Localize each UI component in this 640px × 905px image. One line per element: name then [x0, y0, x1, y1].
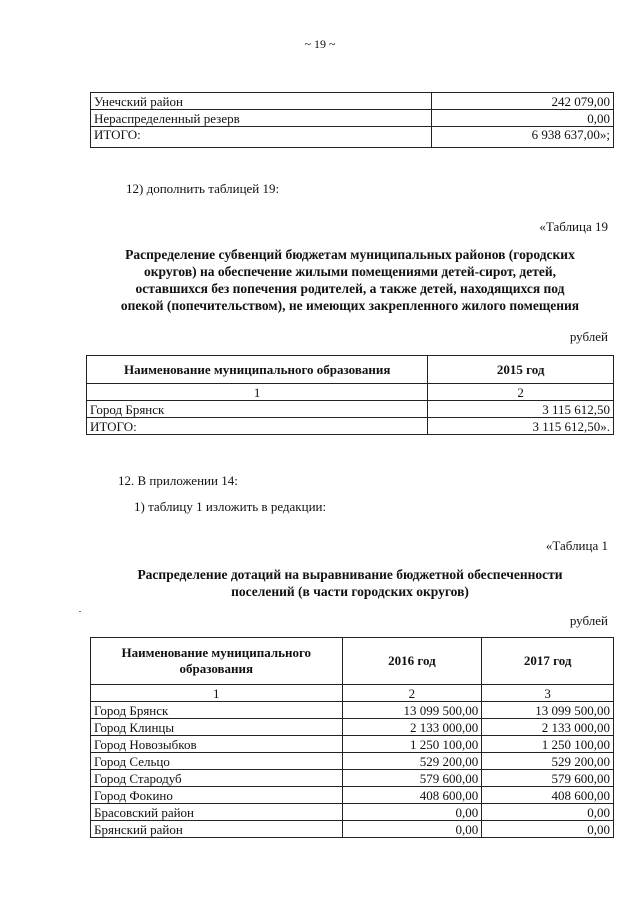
row-value-2016: 408 600,00 [342, 787, 482, 804]
row-name: ИТОГО: [87, 418, 428, 435]
row-name: Город Сельцо [91, 753, 343, 770]
table-header-row [91, 638, 614, 685]
row-value-2017: 0,00 [482, 804, 614, 821]
table-row [91, 110, 614, 127]
table19-unit: рублей [569, 329, 608, 344]
header-year-2016: 2016 год [342, 638, 482, 685]
table-continuation [90, 92, 614, 148]
row-value-2017: 2 133 000,00 [482, 719, 614, 736]
table-row [91, 753, 614, 770]
item-12-1-text: 1) таблицу 1 изложить в редакции: [134, 499, 327, 514]
row-value-2016: 1 250 100,00 [342, 736, 482, 753]
row-value: 242 079,00 [432, 93, 614, 110]
row-value-2016: 529 200,00 [342, 753, 482, 770]
row-value: 3 115 612,50 [428, 401, 614, 418]
scan-mark [79, 611, 81, 612]
row-value-2016: 0,00 [342, 804, 482, 821]
title-line: поселений (в части городских округов) [231, 584, 469, 599]
title-line: оставшихся без попечения родителей, а также детей, находящихся под [135, 281, 565, 296]
table-row [91, 702, 614, 719]
table-row [87, 401, 614, 418]
index-2: 2 [428, 384, 614, 401]
row-value: 3 115 612,50». [428, 418, 614, 435]
row-value-2016: 0,00 [342, 821, 482, 838]
table19-title [86, 246, 614, 314]
header-name: Наименование муниципального образования [87, 356, 428, 384]
row-value-2017: 529 200,00 [482, 753, 614, 770]
row-name: Город Стародуб [91, 770, 343, 787]
index-3: 3 [482, 685, 614, 702]
row-name: Нераспределенный резерв [91, 110, 432, 127]
table-row [91, 770, 614, 787]
row-value-2017: 0,00 [482, 821, 614, 838]
row-name: Город Новозыбков [91, 736, 343, 753]
table1-unit: рублей [569, 613, 608, 628]
index-2: 2 [342, 685, 482, 702]
table-index-row [87, 384, 614, 401]
row-name: Унечский район [91, 93, 432, 110]
row-name: Брянский район [91, 821, 343, 838]
header-name-line: образования [179, 661, 254, 676]
row-name: Город Брянск [91, 702, 343, 719]
row-value: 6 938 637,00»; [432, 127, 614, 148]
title-line: Распределение дотаций на выравнивание бюджетной обеспеченности [137, 567, 563, 582]
row-value-2017: 13 099 500,00 [482, 702, 614, 719]
title-line: округов) на обеспечение жилыми помещениями детей-сирот, детей, [144, 264, 556, 279]
index-1: 1 [87, 384, 428, 401]
table-1 [90, 637, 614, 838]
row-name: Город Брянск [87, 401, 428, 418]
header-name-line: Наименование муниципального [121, 645, 312, 660]
table-row [91, 719, 614, 736]
table1-title [86, 566, 614, 600]
index-1: 1 [91, 685, 343, 702]
table1-label: «Таблица 1 [545, 538, 608, 553]
row-name: Город Фокино [91, 787, 343, 804]
row-value-2017: 1 250 100,00 [482, 736, 614, 753]
page-number: ~ 19 ~ [304, 37, 336, 51]
table-header-row [87, 356, 614, 384]
row-value-2017: 579 600,00 [482, 770, 614, 787]
header-year-2017: 2017 год [482, 638, 614, 685]
row-name: Город Клинцы [91, 719, 343, 736]
row-value-2016: 579 600,00 [342, 770, 482, 787]
header-name [91, 638, 343, 685]
table-row [91, 787, 614, 804]
table-row [91, 93, 614, 110]
title-line: Распределение субвенций бюджетам муниципальных районов (городских [125, 247, 575, 262]
table-row [91, 804, 614, 821]
table-19 [86, 355, 614, 435]
table-row [91, 821, 614, 838]
row-name: ИТОГО: [91, 127, 432, 148]
row-name: Брасовский район [91, 804, 343, 821]
table-row [91, 127, 614, 148]
table-index-row [91, 685, 614, 702]
table-row [87, 418, 614, 435]
table19-label: «Таблица 19 [539, 219, 608, 234]
item-12-2-text: 12) дополнить таблицей 19: [126, 181, 280, 196]
row-value-2017: 408 600,00 [482, 787, 614, 804]
row-value-2016: 2 133 000,00 [342, 719, 482, 736]
title-line: опекой (попечительством), не имеющих закрепленного жилого помещения [120, 298, 580, 313]
row-value: 0,00 [432, 110, 614, 127]
header-year-2015: 2015 год [428, 356, 614, 384]
row-value-2016: 13 099 500,00 [342, 702, 482, 719]
table-row [91, 736, 614, 753]
section-12-text: 12. В приложении 14: [118, 473, 238, 488]
